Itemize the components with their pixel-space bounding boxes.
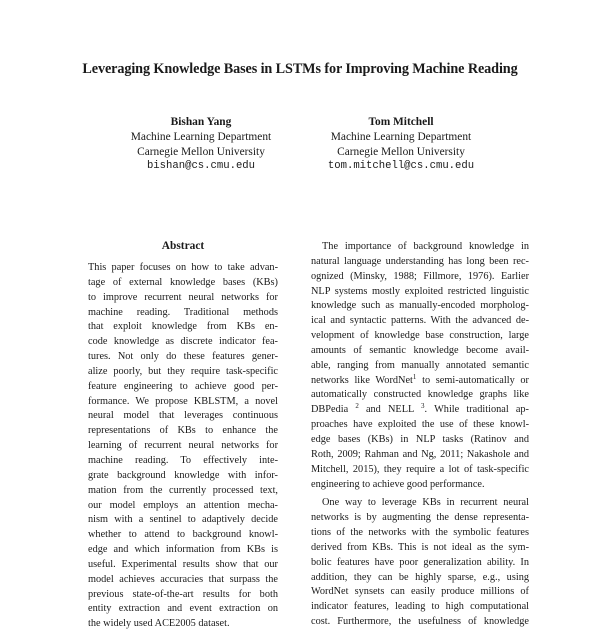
text-line: networks is by augmenting the dense representa- [311, 512, 529, 524]
footnote-marker: 2 [355, 403, 359, 411]
author-block-2 [286, 115, 516, 174]
author-affiliation: Carnegie Mellon University [337, 145, 465, 158]
text-line: tures. Not only do these features gener- [88, 351, 278, 363]
text-fragment: DBPedia [311, 404, 349, 416]
paper-title: Leveraging Knowledge Bases in LSTMs for Improving Machine Reading [82, 61, 518, 77]
introduction-body [311, 240, 529, 630]
text-line: code knowledge as discrete indicator fea- [88, 336, 278, 348]
text-fragment: and NELL [358, 404, 414, 416]
intro-paragraph-2 [311, 496, 529, 630]
text-line: our model employs an attention mecha- [88, 499, 278, 511]
text-line [311, 374, 529, 389]
text-line: edge and which information from KBs is [88, 544, 278, 556]
text-line: previous state-of-the-art results for both [88, 588, 278, 600]
text-line: to improve recurrent neural networks for [88, 291, 278, 303]
text-line [311, 403, 529, 418]
author-email: tom.mitchell@cs.cmu.edu [327, 160, 475, 173]
text-line: tions of the networks with the symbolic features [311, 527, 529, 539]
text-line: edge bases (KBs) in NLP tasks (Ratinov and [311, 433, 529, 445]
text-line: One way to leverage KBs in recurrent neural [322, 497, 529, 509]
text-line: representations of KBs to enhance the [88, 425, 278, 437]
text-line: Mitchell, 2015), they require a lot of task-specific [311, 463, 529, 475]
text-line: model achieves accuracies that surpass the [88, 573, 278, 585]
author-name: Tom Mitchell [368, 116, 434, 128]
text-line: whether to attend to background knowl- [88, 529, 278, 541]
abstract-heading: Abstract [161, 240, 205, 252]
text-line: formance. We propose KBLSTM, a novel [88, 395, 278, 407]
text-line: knowledge such as manually-encoded morpholog- [311, 300, 529, 312]
text-line: cost. Furthermore, the usefulness of knowledge [311, 616, 529, 628]
text-line: nism with a sentinel to adaptively decide [88, 514, 278, 526]
text-line: automatically constructed knowledge graphs like [311, 389, 529, 401]
author-block-1 [86, 115, 316, 174]
footnote-marker: 1 [412, 373, 417, 381]
text-line: proaches have exploited the use of these knowl- [311, 419, 529, 431]
text-line: machine reading. Traditional methods [88, 306, 278, 318]
text-fragment: networks like WordNet [311, 374, 413, 386]
author-department: Machine Learning Department [330, 130, 472, 143]
text-line: velopment of knowledge base construction, large [311, 330, 529, 342]
text-line: the widely used ACE2005 dataset. [88, 618, 230, 630]
text-fragment: to semi-automatically or [416, 374, 529, 386]
text-line: mation from the currently processed text, [88, 484, 278, 496]
author-department: Machine Learning Department [130, 130, 272, 143]
text-line: The importance of background knowledge in [322, 241, 529, 252]
text-line: Roth, 2009; Rahman and Ng, 2011; Nakashole and [311, 448, 529, 460]
text-line: indicator features, leading to high computational [311, 601, 529, 613]
text-line: derived from KBs. This is not ideal as the sym- [311, 541, 529, 553]
text-line: addition, they can be highly sparse, e.g., using [311, 571, 529, 583]
author-email: bishan@cs.cmu.edu [146, 160, 256, 173]
text-line: WordNet synsets can easily produce millions of [311, 586, 529, 598]
footnote-marker: 3 [421, 403, 425, 411]
text-line: machine reading. To effectively inte- [88, 454, 278, 466]
text-line: able, ranging from manually annotated semantic [311, 359, 529, 371]
text-line: This paper focuses on how to take advan- [88, 262, 278, 273]
text-line: ical and syntactic patterns. With the advanced de- [311, 315, 529, 327]
abstract-body [88, 261, 278, 632]
text-line: natural language understanding has long been rec- [311, 255, 529, 267]
text-line: ognized (Minsky, 1988; Fillmore, 1976). Earlier [311, 270, 529, 282]
text-line: alize poorly, but they require task-specific [88, 365, 278, 377]
text-line: learning of recurrent neural networks for [88, 440, 278, 452]
text-line: engineering to achieve good performance. [311, 478, 485, 490]
text-line: grate background knowledge with infor- [88, 469, 278, 481]
text-line: useful. Experimental results show that our [88, 558, 278, 570]
text-line: amounts of semantic knowledge become avail- [311, 344, 529, 356]
author-affiliation: Carnegie Mellon University [137, 145, 265, 158]
text-line: tage of external knowledge bases (KBs) [88, 276, 278, 288]
text-line: entity extraction and event extraction on [88, 603, 278, 615]
text-line: neural model that leverages continuous [88, 410, 278, 422]
text-line: NLP systems mostly exploited restricted linguistic [311, 285, 529, 297]
text-line: that exploit knowledge from KBs en- [88, 321, 278, 333]
author-name: Bishan Yang [170, 116, 232, 128]
intro-paragraph-1 [311, 240, 529, 492]
text-fragment: . While traditional ap- [424, 404, 529, 416]
text-line: feature engineering to achieve good per- [88, 380, 278, 392]
text-line: bolic features have poor generalization ability. In [311, 556, 529, 568]
